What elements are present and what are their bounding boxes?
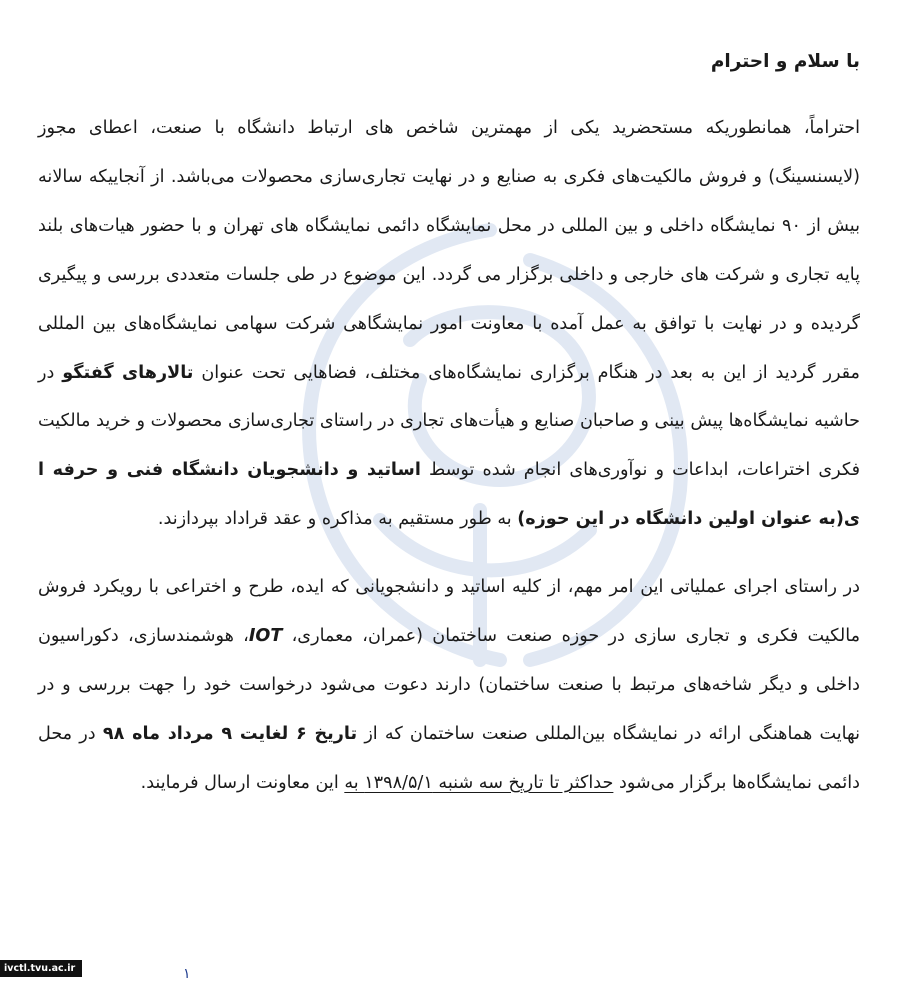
letter-body: [38, 38, 860, 808]
letter-paragraph-2: [38, 563, 860, 808]
paragraph2-segment: تاریخ ۶ لغایت ۹ مرداد ماه ۹۸: [102, 723, 358, 744]
paragraph1-segment: تالارهای گفتگو: [62, 362, 194, 383]
paragraph2-segment: در راستای اجرای عملیاتی این امر مهم، از کلیه اساتید و دانشجویانی که ایده، طرح و اختراعی با رویکرد فروش مالکیت فکری و تجاری سازی در حوزه صنعت ساختمان (عمران، معماری،: [38, 577, 860, 647]
paragraph2-segment: حداکثر تا تاریخ سه شنبه ۱۳۹۸/۵/۱ به: [344, 772, 614, 793]
letter-greeting: با سلام و احترام: [710, 51, 860, 72]
paragraph2-segment: ، هوشمندسازی، دکوراسیون داخلی و دیگر شاخه‌های مرتبط با صنعت ساختمان) دارند دعوت می‌شود درخواست خود را جهت بررسی و در نهایت هماهنگی ارائه در نمایشگاه بین‌المللی صنعت ساختمان که از: [38, 626, 861, 744]
paragraph1-segment: احتراماً، همانطوریکه مستحضرید یکی از مهمترین شاخص های ارتباط دانشگاه با صنعت، اعطای مجوز (لایسنسینگ) و فروش مالکیت‌های فکری به صنایع و در نهایت تجاری‌سازی محصولات می‌باشد. از آنجاییکه سالانه بیش از ۹۰ نمایشگاه داخلی و بین المللی در محل نمایشگاه دائمی نمایشگاه های تهران و با حضور هیات‌های بلند پایه تجاری و شرکت های خارجی و داخلی برگزار می گردد. این موضوع در طی جلسات متعددی بررسی و پیگیری گردیده و در نهایت با توافق به عمل آمده با معاونت امور نمایشگاهی شرکت سهامی نمایشگاه‌های بین المللی مقرر گردید از این به بعد در هنگام برگزاری نمایشگاه‌های مختلف، فضاهایی تحت عنوان: [38, 118, 860, 383]
paragraph2-segment: این معاونت ارسال فرمایند.: [140, 772, 345, 793]
paragraph2-segment: IOT: [248, 626, 283, 647]
paragraph1-segment: به طور مستقیم به مذاکره و عقد قراداد بپردازند.: [157, 509, 518, 530]
stray-handwritten-mark: ١: [183, 966, 191, 982]
paragraph1-segment: اساتید و دانشجویان دانشگاه فنی و حرفه ا ی(به عنوان اولین دانشگاه در این حوزه): [38, 460, 860, 530]
footer-site-link[interactable]: ivctl.tvu.ac.ir: [0, 960, 82, 977]
paragraph1-segment: در حاشیه نمایشگاه‌ها پیش بینی و صاحبان صنایع و هیأت‌های تجاری در راستای تجاری‌سازی محصولات و خرید مالکیت فکری اختراعات، ابداعات و نوآوری‌های انجام شده توسط: [38, 362, 860, 481]
paragraph2-segment: در محل دائمی نمایشگاه‌ها برگزار می‌شود: [38, 723, 860, 793]
letter-paragraph-1: [38, 104, 860, 544]
